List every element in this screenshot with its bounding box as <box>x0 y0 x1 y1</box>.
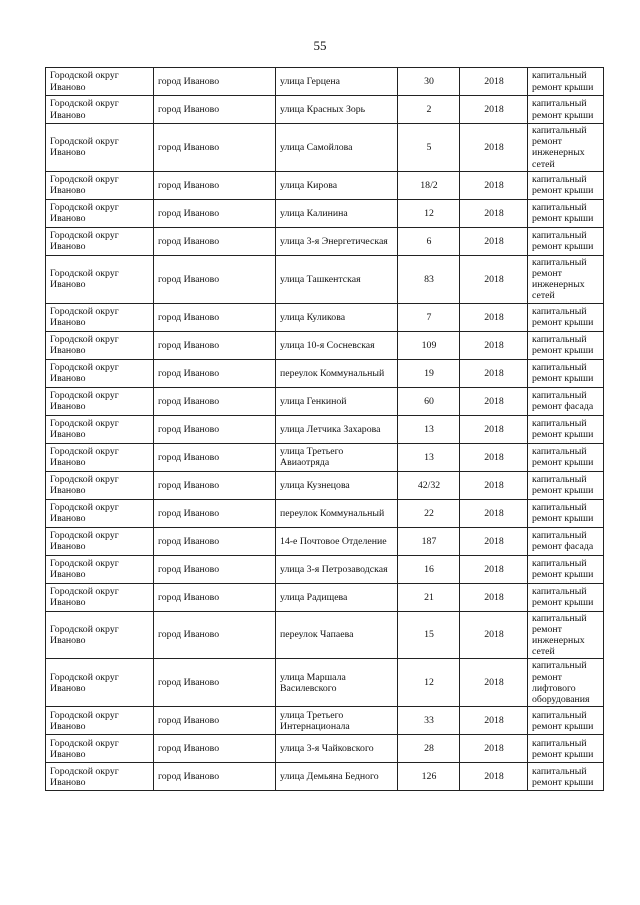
cell-house-number: 6 <box>398 227 460 255</box>
cell-year: 2018 <box>460 499 528 527</box>
table-row <box>46 555 604 583</box>
table-row <box>46 415 604 443</box>
cell-okrug: Городской округ Иваново <box>46 227 154 255</box>
cell-house-number: 60 <box>398 387 460 415</box>
cell-street: улица Герцена <box>276 68 398 96</box>
cell-street: улица Генкиной <box>276 387 398 415</box>
cell-year: 2018 <box>460 199 528 227</box>
cell-city: город Иваново <box>154 415 276 443</box>
cell-house-number: 7 <box>398 303 460 331</box>
cell-work-type: капитальный ремонт крыши <box>528 331 604 359</box>
cell-street: переулок Коммунальный <box>276 359 398 387</box>
cell-city: город Иваново <box>154 555 276 583</box>
cell-work-type: капитальный ремонт крыши <box>528 68 604 96</box>
cell-city: город Иваново <box>154 659 276 707</box>
cell-okrug: Городской округ Иваново <box>46 527 154 555</box>
cell-work-type: капитальный ремонт фасада <box>528 387 604 415</box>
cell-house-number: 15 <box>398 611 460 659</box>
table-row <box>46 763 604 791</box>
cell-street: улица Красных Зорь <box>276 96 398 124</box>
cell-work-type: капитальный ремонт крыши <box>528 171 604 199</box>
cell-house-number: 187 <box>398 527 460 555</box>
table-row <box>46 735 604 763</box>
cell-house-number: 42/32 <box>398 471 460 499</box>
cell-okrug: Городской округ Иваново <box>46 499 154 527</box>
cell-house-number: 21 <box>398 583 460 611</box>
cell-work-type: капитальный ремонт крыши <box>528 227 604 255</box>
cell-work-type: капитальный ремонт крыши <box>528 443 604 471</box>
cell-street: улица Демьяна Бедного <box>276 763 398 791</box>
table-row <box>46 611 604 659</box>
cell-year: 2018 <box>460 387 528 415</box>
cell-year: 2018 <box>460 763 528 791</box>
cell-street: улица Радищева <box>276 583 398 611</box>
page-number: 55 <box>313 38 327 53</box>
cell-city: город Иваново <box>154 387 276 415</box>
cell-house-number: 28 <box>398 735 460 763</box>
cell-city: город Иваново <box>154 303 276 331</box>
cell-year: 2018 <box>460 735 528 763</box>
cell-city: город Иваново <box>154 611 276 659</box>
cell-year: 2018 <box>460 124 528 172</box>
cell-city: город Иваново <box>154 443 276 471</box>
cell-work-type: капитальный ремонт крыши <box>528 555 604 583</box>
cell-house-number: 22 <box>398 499 460 527</box>
cell-house-number: 83 <box>398 255 460 303</box>
cell-work-type: капитальный ремонт крыши <box>528 415 604 443</box>
table-row <box>46 255 604 303</box>
cell-street: 14-е Почтовое Отделение <box>276 527 398 555</box>
cell-okrug: Городской округ Иваново <box>46 96 154 124</box>
table-row <box>46 331 604 359</box>
cell-work-type: капитальный ремонт крыши <box>528 359 604 387</box>
table-row <box>46 583 604 611</box>
cell-okrug: Городской округ Иваново <box>46 387 154 415</box>
cell-okrug: Городской округ Иваново <box>46 124 154 172</box>
cell-year: 2018 <box>460 471 528 499</box>
cell-city: город Иваново <box>154 255 276 303</box>
cell-year: 2018 <box>460 359 528 387</box>
cell-okrug: Городской округ Иваново <box>46 255 154 303</box>
cell-work-type: капитальный ремонт крыши <box>528 199 604 227</box>
cell-house-number: 126 <box>398 763 460 791</box>
table-row <box>46 443 604 471</box>
cell-house-number: 16 <box>398 555 460 583</box>
cell-okrug: Городской округ Иваново <box>46 471 154 499</box>
cell-city: город Иваново <box>154 124 276 172</box>
cell-house-number: 2 <box>398 96 460 124</box>
cell-year: 2018 <box>460 443 528 471</box>
cell-street: улица Третьего Интернационала <box>276 707 398 735</box>
repair-schedule-table <box>45 67 604 791</box>
cell-street: улица Кузнецова <box>276 471 398 499</box>
table-row <box>46 359 604 387</box>
cell-okrug: Городской округ Иваново <box>46 659 154 707</box>
cell-street: улица 10-я Сосневская <box>276 331 398 359</box>
cell-okrug: Городской округ Иваново <box>46 707 154 735</box>
cell-year: 2018 <box>460 555 528 583</box>
cell-okrug: Городской округ Иваново <box>46 171 154 199</box>
cell-year: 2018 <box>460 303 528 331</box>
cell-city: город Иваново <box>154 707 276 735</box>
cell-city: город Иваново <box>154 583 276 611</box>
cell-work-type: капитальный ремонт фасада <box>528 527 604 555</box>
cell-year: 2018 <box>460 611 528 659</box>
cell-city: город Иваново <box>154 199 276 227</box>
cell-year: 2018 <box>460 255 528 303</box>
cell-street: улица Куликова <box>276 303 398 331</box>
cell-city: город Иваново <box>154 68 276 96</box>
cell-okrug: Городской округ Иваново <box>46 199 154 227</box>
cell-okrug: Городской округ Иваново <box>46 331 154 359</box>
table-row <box>46 171 604 199</box>
cell-house-number: 5 <box>398 124 460 172</box>
table-row <box>46 499 604 527</box>
cell-street: переулок Чапаева <box>276 611 398 659</box>
cell-okrug: Городской округ Иваново <box>46 583 154 611</box>
table-row <box>46 387 604 415</box>
cell-work-type: капитальный ремонт крыши <box>528 471 604 499</box>
cell-street: улица Калинина <box>276 199 398 227</box>
table-row <box>46 303 604 331</box>
cell-street: улица Ташкентская <box>276 255 398 303</box>
cell-year: 2018 <box>460 331 528 359</box>
table-row <box>46 707 604 735</box>
cell-year: 2018 <box>460 583 528 611</box>
cell-city: город Иваново <box>154 359 276 387</box>
cell-work-type: капитальный ремонт крыши <box>528 303 604 331</box>
cell-okrug: Городской округ Иваново <box>46 359 154 387</box>
cell-work-type: капитальный ремонт крыши <box>528 96 604 124</box>
cell-work-type: капитальный ремонт крыши <box>528 583 604 611</box>
cell-year: 2018 <box>460 527 528 555</box>
cell-work-type: капитальный ремонт инженерных сетей <box>528 611 604 659</box>
cell-work-type: капитальный ремонт крыши <box>528 735 604 763</box>
cell-house-number: 13 <box>398 443 460 471</box>
cell-year: 2018 <box>460 707 528 735</box>
cell-street: улица Летчика Захарова <box>276 415 398 443</box>
cell-year: 2018 <box>460 68 528 96</box>
table-row <box>46 227 604 255</box>
cell-city: город Иваново <box>154 96 276 124</box>
cell-okrug: Городской округ Иваново <box>46 303 154 331</box>
table-row <box>46 68 604 96</box>
cell-city: город Иваново <box>154 735 276 763</box>
cell-house-number: 109 <box>398 331 460 359</box>
cell-work-type: капитальный ремонт крыши <box>528 763 604 791</box>
cell-okrug: Городской округ Иваново <box>46 763 154 791</box>
cell-work-type: капитальный ремонт инженерных сетей <box>528 255 604 303</box>
cell-house-number: 12 <box>398 199 460 227</box>
cell-okrug: Городской округ Иваново <box>46 415 154 443</box>
cell-house-number: 30 <box>398 68 460 96</box>
cell-okrug: Городской округ Иваново <box>46 443 154 471</box>
table-row <box>46 659 604 707</box>
cell-year: 2018 <box>460 96 528 124</box>
cell-street: улица Третьего Авиаотряда <box>276 443 398 471</box>
cell-okrug: Городской округ Иваново <box>46 555 154 583</box>
cell-year: 2018 <box>460 659 528 707</box>
table-row <box>46 527 604 555</box>
cell-okrug: Городской округ Иваново <box>46 611 154 659</box>
cell-year: 2018 <box>460 171 528 199</box>
cell-okrug: Городской округ Иваново <box>46 68 154 96</box>
cell-city: город Иваново <box>154 227 276 255</box>
cell-city: город Иваново <box>154 499 276 527</box>
cell-year: 2018 <box>460 227 528 255</box>
table-row <box>46 199 604 227</box>
cell-house-number: 13 <box>398 415 460 443</box>
cell-work-type: капитальный ремонт лифтового оборудования <box>528 659 604 707</box>
cell-house-number: 18/2 <box>398 171 460 199</box>
table-row <box>46 96 604 124</box>
cell-work-type: капитальный ремонт крыши <box>528 707 604 735</box>
cell-house-number: 19 <box>398 359 460 387</box>
cell-street: улица Самойлова <box>276 124 398 172</box>
cell-street: улица 3-я Чайковского <box>276 735 398 763</box>
cell-city: город Иваново <box>154 471 276 499</box>
cell-year: 2018 <box>460 415 528 443</box>
cell-city: город Иваново <box>154 527 276 555</box>
cell-street: улица 3-я Петрозаводская <box>276 555 398 583</box>
cell-house-number: 33 <box>398 707 460 735</box>
cell-street: улица Кирова <box>276 171 398 199</box>
table-row <box>46 124 604 172</box>
cell-city: город Иваново <box>154 331 276 359</box>
cell-street: переулок Коммунальный <box>276 499 398 527</box>
cell-house-number: 12 <box>398 659 460 707</box>
table-row <box>46 471 604 499</box>
cell-okrug: Городской округ Иваново <box>46 735 154 763</box>
cell-street: улица 3-я Энергетическая <box>276 227 398 255</box>
cell-work-type: капитальный ремонт инженерных сетей <box>528 124 604 172</box>
cell-work-type: капитальный ремонт крыши <box>528 499 604 527</box>
cell-city: город Иваново <box>154 763 276 791</box>
table-body <box>46 68 604 791</box>
cell-street: улица Маршала Василевского <box>276 659 398 707</box>
cell-city: город Иваново <box>154 171 276 199</box>
